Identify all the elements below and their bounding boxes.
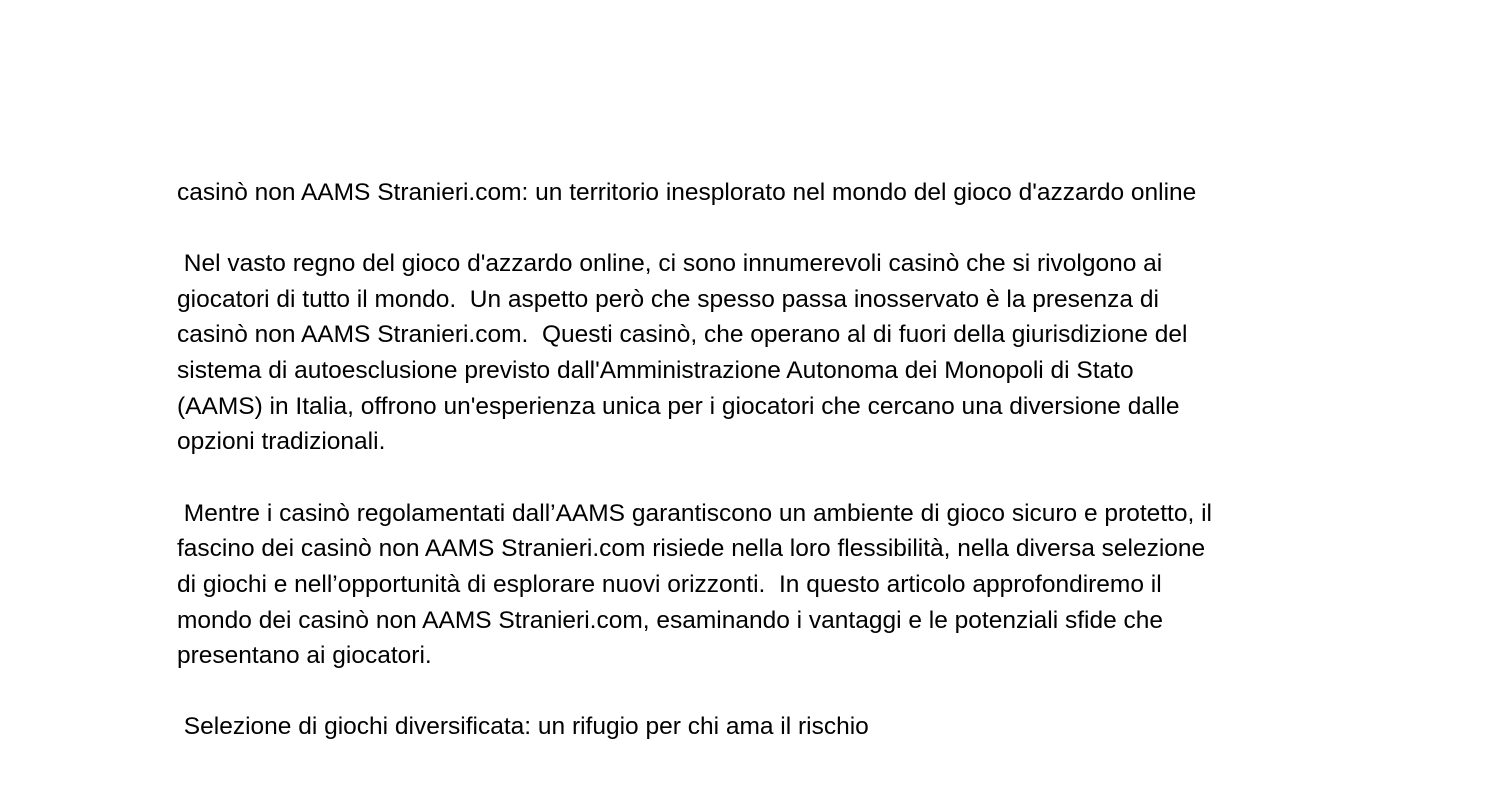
paragraph-line: (AAMS) in Italia, offrono un'esperienza unica per i giocatori che cercano una diversione dalle (177, 393, 1180, 420)
paragraph-line: opzioni tradizionali. (177, 428, 386, 455)
section-subheading: Selezione di giochi diversificata: un rifugio per chi ama il rischio (177, 713, 869, 740)
paragraph-line: presentano ai giocatori. (177, 642, 432, 669)
paragraph-line: sistema di autoesclusione previsto dall'Amministrazione Autonoma dei Monopoli di Stato (177, 357, 1134, 384)
paragraph-line: Mentre i casinò regolamentati dall’AAMS garantiscono un ambiente di gioco sicuro e protetto, il (177, 500, 1212, 527)
paragraph-line: fascino dei casinò non AAMS Stranieri.com risiede nella loro flessibilità, nella diversa selezione (177, 535, 1206, 562)
paragraph-line: mondo dei casinò non AAMS Stranieri.com, esaminando i vantaggi e le potenziali sfide che (177, 607, 1164, 634)
paragraph-line: casinò non AAMS Stranieri.com. Questi casinò, che operano al di fuori della giurisdizione del (177, 321, 1188, 348)
document-title: casinò non AAMS Stranieri.com: un territorio inesplorato nel mondo del gioco d'azzardo online (177, 179, 1197, 206)
paragraph-line: giocatori di tutto il mondo. Un aspetto però che spesso passa inosservato è la presenza di (177, 286, 1159, 313)
paragraph-line: Nel vasto regno del gioco d'azzardo online, ci sono innumerevoli casinò che si rivolgono ai (177, 250, 1163, 277)
paragraph-line: di giochi e nell’opportunità di esplorare nuovi orizzonti. In questo articolo approfondiremo il (177, 571, 1162, 598)
